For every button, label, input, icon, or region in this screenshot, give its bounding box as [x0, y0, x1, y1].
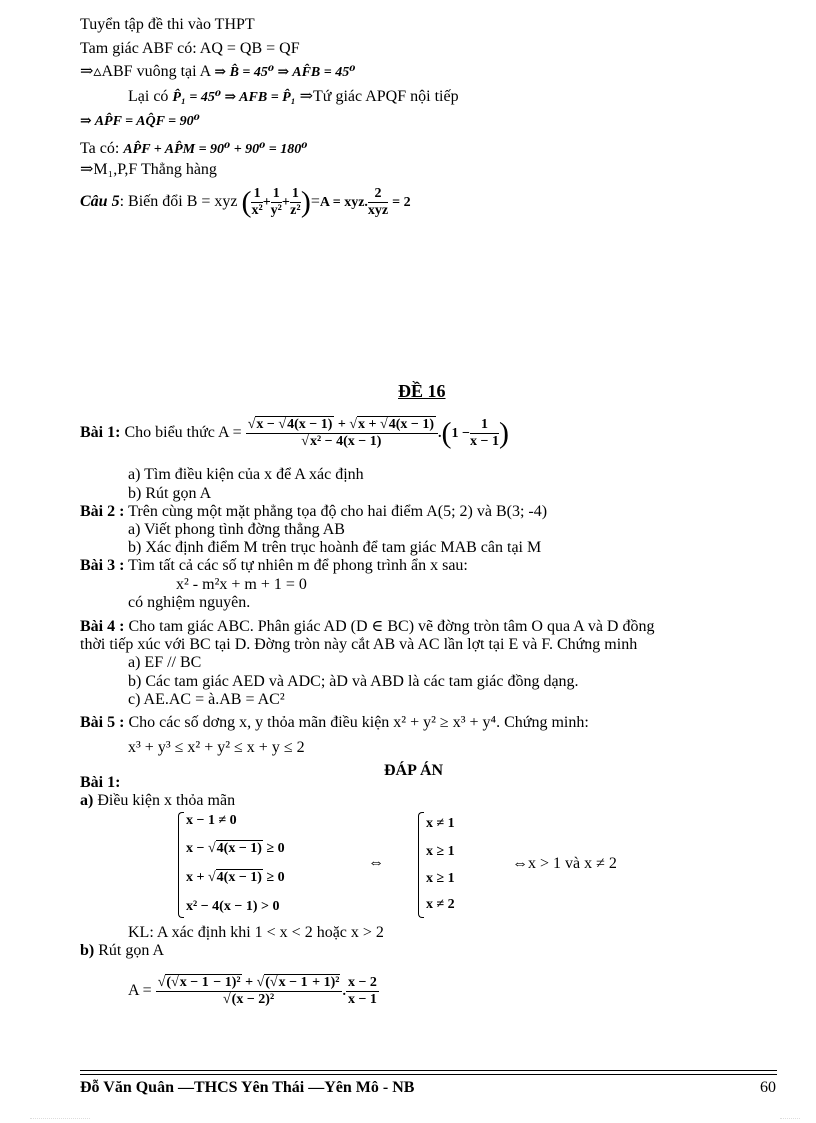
cau5-result-end: = 2	[392, 195, 411, 210]
bai3-text: Tìm tất cả các số tự nhiên m để phong trình ẩn x sau:	[128, 557, 468, 574]
cau5-eq: =	[310, 193, 320, 210]
sol-line-3-math: P̂₁ = 45⁰ ⇒ AFB = P̂₁	[172, 90, 296, 105]
bai4-line	[80, 618, 654, 636]
bai4-b: b) Các tam giác AED và ADC; àD và ABD là các tam giác đồng dạng.	[128, 673, 579, 690]
exam-title: ĐỀ 16	[398, 381, 446, 401]
footer-author: Đỗ Văn Quân —THCS Yên Thái —Yên Mô - NB	[80, 1079, 415, 1096]
sol-line-4	[80, 112, 200, 131]
answer-title: ĐÁP ÁN	[384, 762, 444, 779]
scan-artifact-right	[780, 1118, 800, 1119]
sol-line-2	[80, 63, 355, 82]
cond-1: x − 1 ≠ 0	[186, 813, 237, 828]
conclusion: KL: A xác định khi 1 < x < 2 hoặc x > 2	[128, 924, 384, 941]
implies-symbol: ⇒	[80, 63, 94, 80]
bai3-equation: x² - m²x + m + 1 = 0	[176, 576, 307, 593]
sol-line-3	[128, 88, 459, 107]
bai4-c: c) AE.AC = à.AB = AC²	[128, 691, 285, 708]
bai4-a: a) EF // BC	[128, 654, 202, 671]
sol-line-3-b: ⇒Tứ giác APQF nội tiếp	[299, 88, 459, 105]
cond2-2: x ≥ 1	[426, 844, 455, 859]
system-brace-1	[178, 812, 184, 918]
bai4-line-2: thời tiếp xúc với BC tại D. Đờng tròn này cắt AB và AC lần lợt tại E và F. Chứng minh	[80, 636, 638, 653]
iff-symbol-2: ⇔	[512, 855, 528, 872]
sol-line-2-math: ⇒ B̂ = 45⁰ ⇒ AF̂B = 45⁰	[214, 65, 356, 80]
cau5-line: Câu 5: Biến đổi B = xyz ( $\frac{1}{\text{x²}}$ + $\frac{1}{\text{y²}}$ + $\frac{1}{\text{z²}}$ )=A = xyz. $\frac{2}{\text{xyz}}$ = 2	[80, 185, 411, 219]
bai1-small-fraction: $\frac{1}{x - 1}$	[470, 416, 499, 449]
sol-line-2-text: ▵ABF vuông tại A	[93, 63, 211, 80]
sol-line-5-math: AP̂F + AP̂M = 90⁰ + 90⁰ = 180⁰	[123, 142, 308, 157]
sol1-b-line	[80, 942, 164, 960]
sol-line-6: ⇒M₁,P,F Thẳng hàng	[80, 161, 217, 178]
page-number: 60	[760, 1079, 776, 1096]
cond-4: x² − 4(x − 1) > 0	[186, 899, 280, 914]
bai1-main-fraction: $\frac{√x - √4(x - 1) + √x + √4(x - 1)}{\text{√x² − 4(x − 1)}}$	[246, 417, 438, 450]
cond2-3: x ≥ 1	[426, 871, 455, 886]
bai3-label: Bài 3 :	[80, 557, 125, 574]
cond2-4: x ≠ 2	[426, 897, 455, 912]
system-brace-2	[418, 812, 424, 918]
cond-2: x − √4(x − 1) ≥ 0	[186, 841, 285, 856]
sol-line-5-a: Ta có:	[80, 140, 120, 157]
simplify-formula: A = $\frac{\text{√(√x − 1 − 1)² + √(√x − 1 + 1)²}}{\text{√(x − 2)²}}$ . $\frac{x - 2}{x - 1}$	[128, 974, 377, 1007]
cond2-1: x ≠ 1	[426, 816, 455, 831]
bai2-line	[80, 503, 547, 521]
sol1-a-line	[80, 792, 235, 810]
iff-symbol-1: ⇔	[368, 854, 384, 871]
bai1-label: Bài 1:	[80, 424, 121, 441]
bai1-one-minus: 1 −	[451, 426, 471, 441]
footer-rule-1	[80, 1070, 777, 1071]
cau5-frac-3: $\frac{1}{\text{z²}}$	[290, 185, 301, 218]
bai1-b: b) Rút gọn A	[128, 485, 212, 502]
footer-rule-2	[80, 1074, 777, 1075]
sol1-a-label: a)	[80, 792, 94, 809]
formula-lhs: A =	[128, 982, 152, 999]
bai2-text: Trên cùng một mặt phẳng tọa độ cho hai điểm A(5; 2) và B(3; -4)	[128, 503, 548, 520]
page-header: Tuyển tập đề thi vào THPT	[80, 16, 255, 33]
bai5-label: Bài 5 :	[80, 714, 125, 731]
cau5-frac-result: $\frac{2}{\text{xyz}}$	[367, 185, 389, 218]
simplify-fraction-2: $\frac{x - 2}{x - 1}$	[347, 974, 377, 1007]
bai4-text: Cho tam giác ABC. Phân giác AD (D ∈ BC) vẽ đờng tròn tâm O qua A và D đồng	[128, 618, 655, 635]
sol-line-3-a: Lại có	[128, 88, 169, 105]
bai1-line: Bài 1: Cho biểu thức A = $\frac{√x - √4(x - 1) + √x + √4(x - 1)}{\text{√x² − 4(x − 1)}}$ .(1 − $\frac{1}{x - 1}$ )	[80, 416, 509, 450]
result-text: x > 1 và x ≠ 2	[528, 855, 617, 872]
cau5-text: : Biến đổi B = xyz	[119, 193, 238, 210]
cau5-label: Câu 5	[80, 193, 120, 210]
bai1-text: Cho biểu thức A =	[124, 424, 242, 441]
bai5-text: Cho các số dơng x, y thỏa mãn điều kiện x² + y² ≥ x³ + y⁴. Chứng minh:	[128, 714, 589, 731]
bai2-b: b) Xác định điểm M trên trục hoành để tam giác MAB cân tại M	[128, 539, 542, 556]
sol1-label: Bài 1:	[80, 774, 121, 791]
bai1-a: a) Tìm điều kiện của x để A xác định	[128, 466, 364, 483]
simplify-fraction-main: $\frac{\text{√(√x − 1 − 1)² + √(√x − 1 + 1)²}}{\text{√(x − 2)²}}$	[156, 975, 343, 1008]
bai3-c: có nghiệm nguyên.	[128, 594, 251, 611]
sol1-b-label: b)	[80, 942, 95, 959]
sol-line-5	[80, 140, 307, 159]
sol1-a-text: Điều kiện x thỏa mãn	[97, 792, 236, 809]
scan-artifact-left	[30, 1118, 90, 1119]
bai5-line	[80, 714, 589, 732]
cau5-frac-1: $\frac{1}{\text{x²}}$	[251, 185, 263, 218]
solution-result	[512, 855, 617, 873]
bai2-a: a) Viết phong tình đờng thẳng AB	[128, 521, 345, 538]
bai2-label: Bài 2 :	[80, 503, 125, 520]
bai3-line	[80, 557, 468, 575]
bai4-label: Bài 4 :	[80, 618, 125, 635]
sol-line-4-math: ⇒ AP̂F = AQ̂F = 90⁰	[80, 114, 200, 129]
bai5-inequality: x³ + y³ ≤ x² + y² ≤ x + y ≤ 2	[128, 739, 305, 756]
sol-line-1: Tam giác ABF có: AQ = QB = QF	[80, 40, 300, 57]
cond-3: x + √4(x − 1) ≥ 0	[186, 870, 285, 885]
cau5-result: A = xyz.	[319, 195, 368, 210]
cau5-frac-2: $\frac{1}{\text{y²}}$	[270, 185, 282, 218]
sol1-b-text: Rút gọn A	[98, 942, 165, 959]
